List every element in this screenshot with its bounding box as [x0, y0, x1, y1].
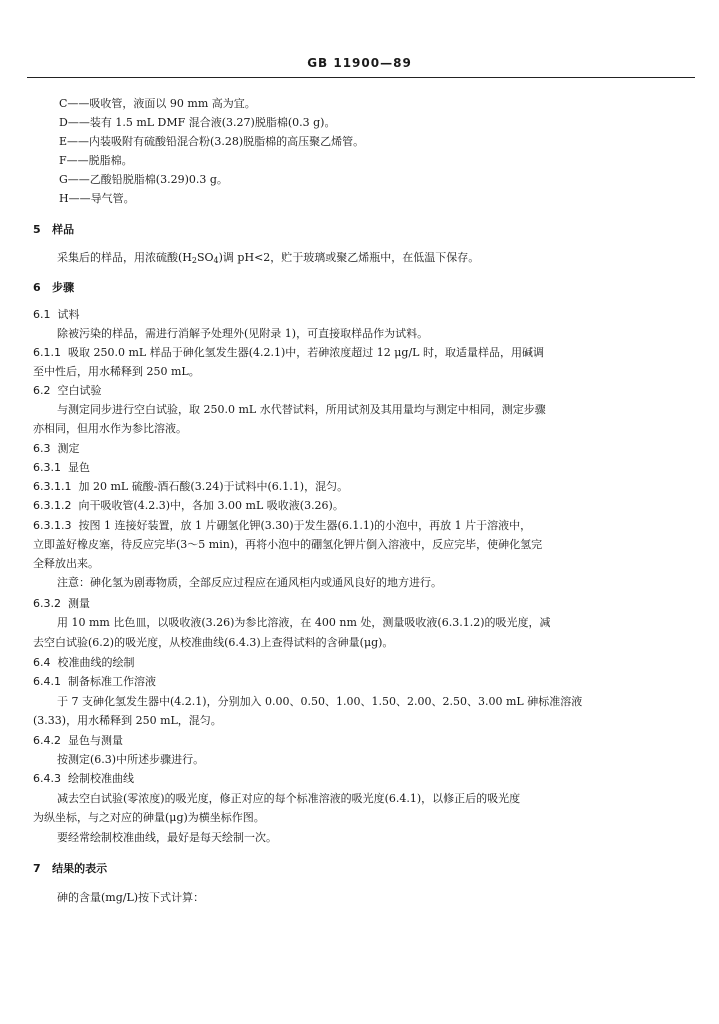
section-6-2-line-1: 与测定同步进行空白试验，取 250.0 mL 水代替试料，所用试剂及其用量均与测定中相同，测定步骤	[57, 403, 546, 416]
section-5-heading: 5 样品	[33, 223, 75, 236]
section-6-4-2-heading: 6.4.2 显色与测量	[33, 734, 123, 747]
section-6-3-1-3-line-2: 立即盖好橡皮塞，待反应完毕(3～5 min)，再将小泡中的硼氢化钾片倒入溶液中，反应完毕，使砷化氢完	[33, 538, 543, 551]
section-6-2-heading: 6.2 空白试验	[33, 384, 102, 397]
section-6-heading: 6 步骤	[33, 281, 75, 294]
standard-code-header: GB 11900—89	[307, 56, 412, 70]
legend-item-e: E——内装吸附有硫酸铅混合粉(3.28)脱脂棉的高压聚乙烯管。	[59, 135, 365, 148]
section-6-4-heading: 6.4 校准曲线的绘制	[33, 656, 135, 669]
section-5-paragraph: 采集后的样品，用浓硫酸$(H_2SO_4)$调 pH<2，贮于玻璃或聚乙烯瓶中，在低温下保存。	[57, 251, 480, 265]
section-6-4-1-line-1: 于 7 支砷化氢发生器中(4.2.1)，分别加入 0.00、0.50、1.00、1.50、2.00、2.50、3.00 mL 砷标准溶液	[57, 695, 583, 708]
section-6-3-2-heading: 6.3.2 测量	[33, 597, 90, 610]
section-6-1-1-line-1: 6.1.1 吸取 250.0 mL 样品于砷化氢发生器(4.2.1)中，若砷浓度超过 12 μg/L 时，取适量样品，用碱调	[33, 346, 544, 359]
section-6-4-1-line-2: (3.33)，用水稀释到 250 mL，混匀。	[33, 714, 222, 727]
section-6-4-3-heading: 6.4.3 绘制校准曲线	[33, 772, 134, 785]
legend-item-f: F——脱脂棉。	[59, 154, 133, 167]
safety-note: 注意：砷化氢为剧毒物质，全部反应过程应在通风柜内或通风良好的地方进行。	[57, 576, 442, 589]
legend-item-c: C——吸收管，液面以 90 mm 高为宜。	[59, 97, 256, 110]
section-6-3-1-heading: 6.3.1 显色	[33, 461, 90, 474]
section-6-4-1-heading: 6.4.1 制备标准工作溶液	[33, 675, 156, 688]
section-6-4-3-line-3: 要经常绘制校准曲线，最好是每天绘制一次。	[57, 831, 277, 844]
section-6-3-1-1: 6.3.1.1 加 20 mL 硫酸-酒石酸(3.24)于试料中(6.1.1)，混匀。	[33, 480, 349, 493]
section-7-paragraph: 砷的含量(mg/L)按下式计算：	[57, 891, 205, 904]
section-6-3-1-3-line-1: 6.3.1.3 按图 1 连接好装置，放 1 片硼氢化钾(3.30)于发生器(6.1.1)的小泡中，再放 1 片于溶液中，	[33, 519, 532, 532]
section-7-heading: 7 结果的表示	[33, 862, 108, 875]
section-6-2-line-2: 亦相同，但用水作为参比溶液。	[33, 422, 187, 435]
section-6-4-3-line-1: 减去空白试验(零浓度)的吸光度，修正对应的每个标准溶液的吸光度(6.4.1)，以修正后的吸光度	[57, 792, 521, 805]
section-6-1-paragraph: 除被污染的样品，需进行消解予处理外(见附录 1)，可直接取样品作为试料。	[57, 327, 429, 340]
section-6-1-1-line-2: 至中性后，用水稀释到 250 mL。	[33, 365, 200, 378]
section-6-4-2-paragraph: 按测定(6.3)中所述步骤进行。	[57, 753, 205, 766]
section-6-1-heading: 6.1 试料	[33, 308, 80, 321]
section-6-3-2-line-2: 去空白试验(6.2)的吸光度，从校准曲线(6.4.3)上查得试料的含砷量(μg)。	[33, 636, 394, 649]
section-6-4-3-line-2: 为纵坐标，与之对应的砷量(μg)为横坐标作图。	[33, 811, 265, 824]
legend-item-g: G——乙酸铅脱脂棉(3.29)0.3 g。	[59, 173, 228, 186]
legend-item-d: D——装有 1.5 mL DMF 混合液(3.27)脱脂棉(0.3 g)。	[59, 116, 336, 129]
section-6-3-2-line-1: 用 10 mm 比色皿，以吸收液(3.26)为参比溶液，在 400 nm 处，测量吸收液(6.3.1.2)的吸光度，减	[57, 616, 551, 629]
legend-item-h: H——导气管。	[59, 192, 135, 205]
section-6-3-1-3-line-3: 全释放出来。	[33, 557, 99, 570]
section-6-3-1-2: 6.3.1.2 向干吸收管(4.2.3)中，各加 3.00 mL 吸收液(3.26)。	[33, 499, 344, 512]
section-6-3-heading: 6.3 测定	[33, 442, 80, 455]
